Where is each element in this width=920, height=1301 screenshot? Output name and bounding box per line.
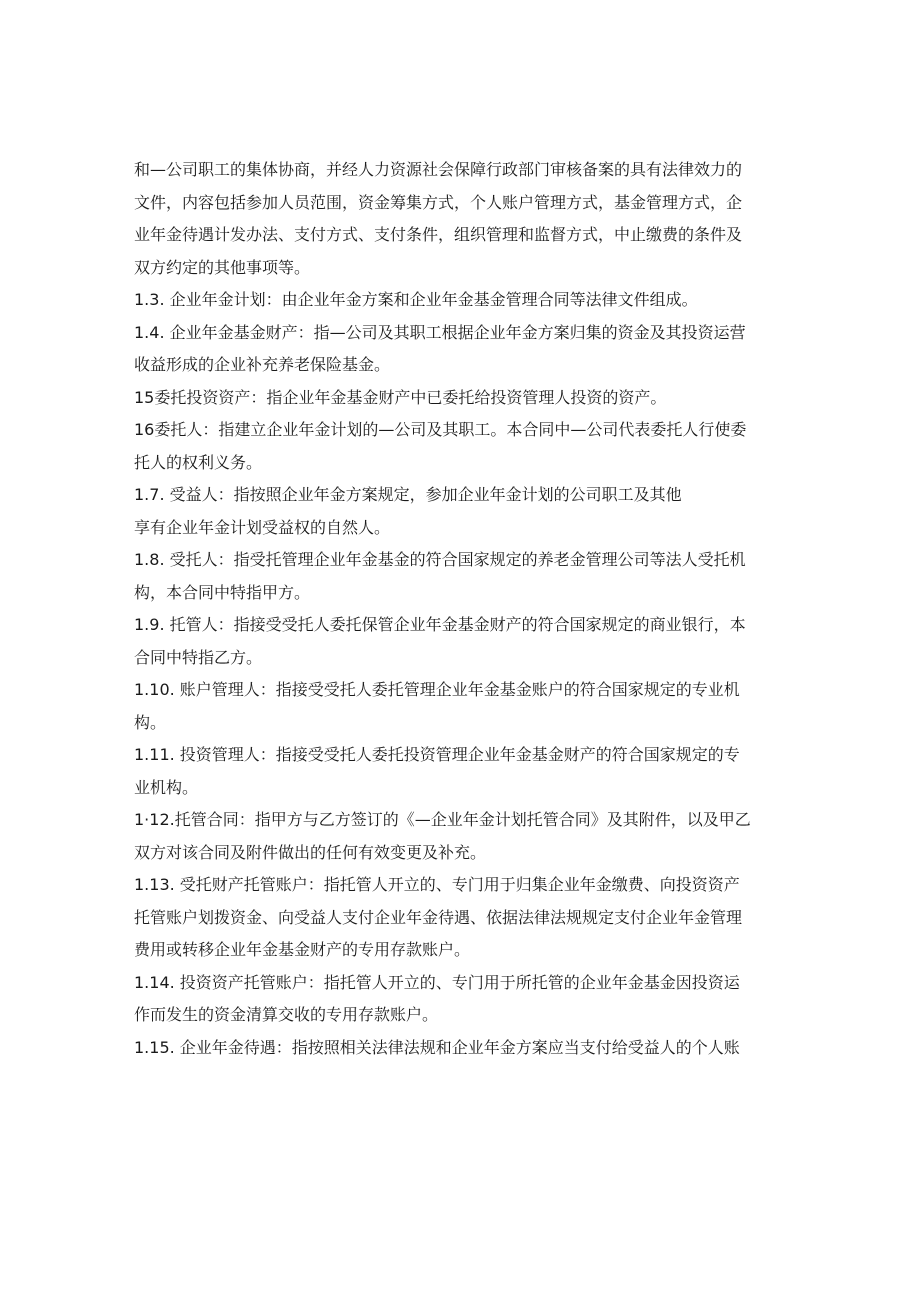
paragraph-line: 构，本合同中特指甲方。 [134,582,311,602]
paragraph-line: 费用或转移企业年金基金财产的专用存款账户。 [134,940,471,959]
paragraph-1-7 [134,479,790,544]
paragraph-intro [134,154,790,284]
paragraph-line: 构。 [134,712,167,732]
paragraph-1-12 [134,804,790,869]
paragraph-line: 业机构。 [134,777,199,797]
paragraph-line: 1.9. 托管人：指接受受托人委托保管企业年金基金财产的符合国家规定的商业银行，本 [134,615,746,634]
paragraph-1-3 [134,284,790,317]
paragraph-line: 1.4. 企业年金基金财产：指—公司及其职工根据企业年金方案归集的资金及其投资运营 [134,322,746,342]
paragraph-line: 1.11. 投资管理人：指接受受托人委托投资管理企业年金基金财产的符合国家规定的专 [134,745,740,764]
paragraph-line: 享有企业年金计划受益权的自然人。 [134,517,391,537]
paragraph-line: 托管账户划拨资金、向受益人支付企业年金待遇、依据法律法规规定支付企业年金管理 [134,907,743,927]
paragraph-line: 1.10. 账户管理人：指接受受托人委托管理企业年金基金账户的符合国家规定的专业机 [134,680,740,699]
paragraph-1-8 [134,544,790,609]
paragraph-line: 1.15. 企业年金待遇：指按照相关法律法规和企业年金方案应当支付给受益人的个人账 [134,1037,740,1057]
document-body [134,154,790,1064]
paragraph-1-14 [134,967,790,1032]
paragraph-1-15 [134,1032,790,1065]
paragraph-line: 文件，内容包括参加人员范围，资金筹集方式，个人账户管理方式，基金管理方式，企 [134,192,743,212]
paragraph-1-13 [134,869,790,967]
paragraph-line: 作而发生的资金清算交收的专用存款账户。 [134,1005,439,1024]
paragraph-1-9 [134,609,790,674]
paragraph-line: 合同中特指乙方。 [134,647,263,667]
paragraph-line: 双方对该合同及附件做出的任何有效变更及补充。 [134,842,487,862]
paragraph-1-10 [134,674,790,739]
paragraph-line: 1.14. 投资资产托管账户：指托管人开立的、专门用于所托管的企业年金基金因投资运 [134,972,740,992]
paragraph-line: 双方约定的其他事项等。 [134,257,311,277]
paragraph-line: 和—公司职工的集体协商，并经人力资源社会保障行政部门审核备案的具有法律效力的 [134,160,743,179]
paragraph-line: 1.7. 受益人：指按照企业年金方案规定，参加企业年金计划的公司职工及其他 [134,485,682,504]
paragraph-line: 16委托人：指建立企业年金计划的—公司及其职工。本合同中—公司代表委托人行使委 [134,420,747,439]
paragraph-line: 1.3. 企业年金计划：由企业年金方案和企业年金基金管理合同等法律文件组成。 [134,290,698,309]
paragraph-line: 1.8. 受托人：指受托管理企业年金基金的符合国家规定的养老金管理公司等法人受托机 [134,550,746,569]
paragraph-line: 托人的权利义务。 [134,452,263,472]
paragraph-line: 收益形成的企业补充养老保险基金。 [134,355,391,374]
paragraph-1-4 [134,317,790,382]
paragraph-line: 业年金待遇计发办法、支付方式、支付条件，组织管理和监督方式，中止缴费的条件及 [134,225,743,244]
paragraph-1-11 [134,739,790,804]
paragraph-line: 15委托投资资产：指企业年金基金财产中已委托给投资管理人投资的资产。 [134,387,667,407]
paragraph-1-6 [134,414,790,479]
paragraph-line: 1.13. 受托财产托管账户：指托管人开立的、专门用于归集企业年金缴费、向投资资产 [134,875,740,894]
paragraph-line: 1·12.托管合同：指甲方与乙方签订的《—企业年金计划托管合同》及其附件，以及甲乙 [134,810,751,829]
paragraph-1-5 [134,382,790,415]
